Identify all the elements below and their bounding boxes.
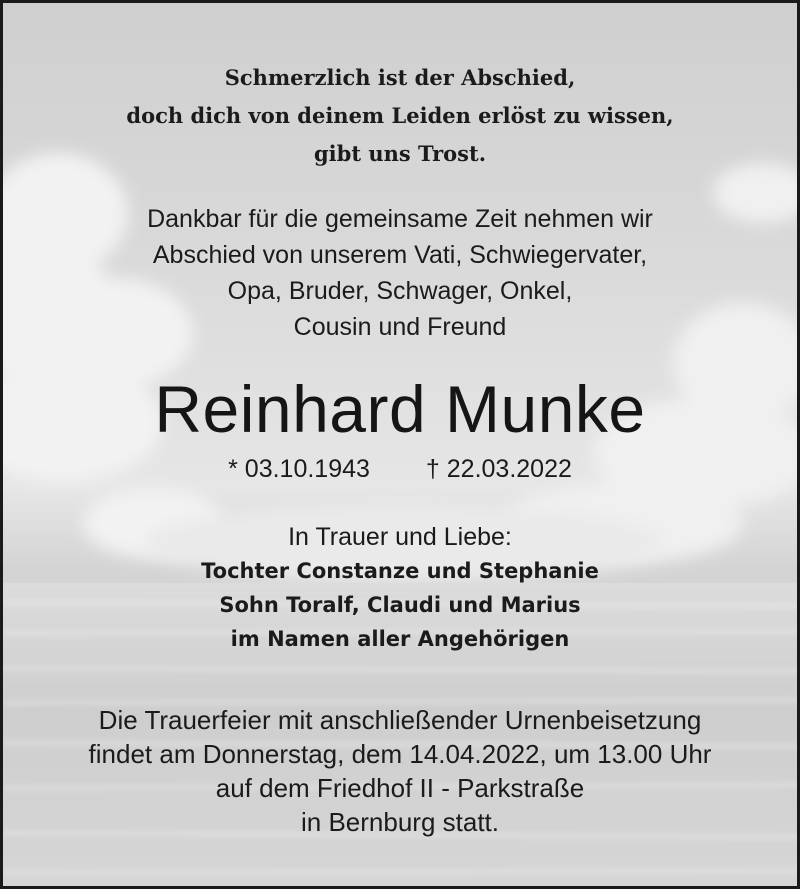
intro-line: Cousin und Freund xyxy=(293,313,507,341)
mourners-block xyxy=(3,520,797,656)
verse-line: Schmerzlich ist der Abschied, xyxy=(224,65,576,90)
verse-line: doch dich von deinem Leiden erlöst zu wissen, xyxy=(126,103,674,128)
ceremony-block xyxy=(3,703,797,839)
death-date: † 22.03.2022 xyxy=(425,455,572,483)
mourner-line: Sohn Toralf, Claudi und Marius xyxy=(219,593,581,617)
intro-line: Opa, Bruder, Schwager, Onkel, xyxy=(227,277,573,305)
mourners-heading: In Trauer und Liebe: xyxy=(288,523,512,551)
life-dates xyxy=(3,452,797,486)
mourner-line: Tochter Constanze und Stephanie xyxy=(201,559,599,583)
ceremony-line: in Bernburg statt. xyxy=(301,807,499,837)
ceremony-line: auf dem Friedhof II - Parkstraße xyxy=(215,773,585,803)
ceremony-line: Die Trauerfeier mit anschließender Urnenbeisetzung xyxy=(98,705,702,735)
mourner-line: im Namen aller Angehörigen xyxy=(230,627,570,651)
ceremony-line: findet am Donnerstag, dem 14.04.2022, um 13.00 Uhr xyxy=(88,739,712,769)
verse-line: gibt uns Trost. xyxy=(313,141,487,166)
intro-line: Dankbar für die gemeinsame Zeit nehmen wir xyxy=(147,205,653,233)
intro-block xyxy=(3,201,797,345)
birth-date: * 03.10.1943 xyxy=(228,455,370,483)
deceased-name: Reinhard Munke xyxy=(154,372,646,446)
verse-block xyxy=(3,59,797,173)
intro-line: Abschied von unserem Vati, Schwiegervater, xyxy=(152,241,648,269)
